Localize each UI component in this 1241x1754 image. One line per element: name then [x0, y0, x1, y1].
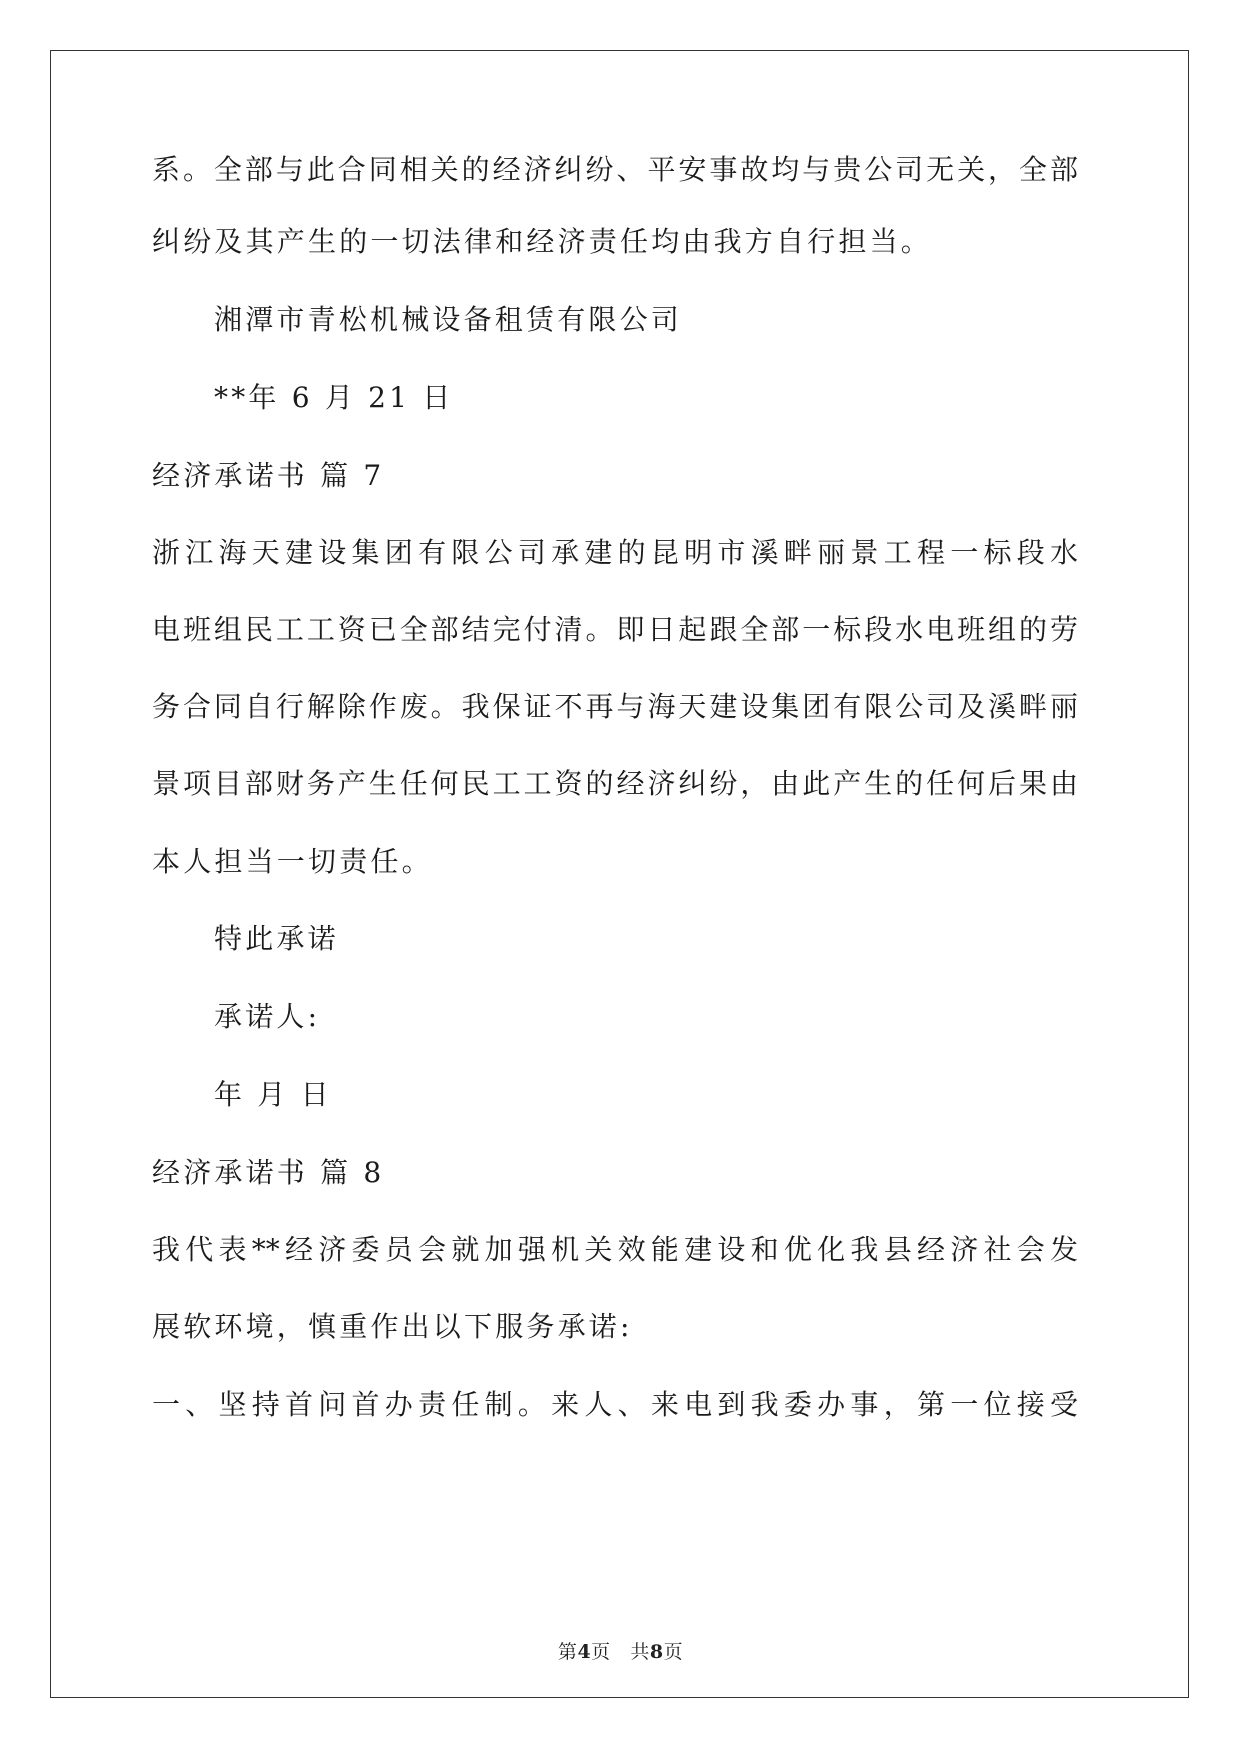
- page-footer: [0, 1639, 1241, 1665]
- paragraph-line: 景项目部财务产生任何民工工资的经济纠纷，由此产生的任何后果由: [152, 767, 1078, 800]
- section-heading: 经济承诺书 篇 8: [152, 1156, 385, 1189]
- paragraph-line: 展软环境，慎重作出以下服务承诺:: [152, 1310, 633, 1343]
- date-line: **年 6 月 21 日: [214, 381, 454, 414]
- paragraph-line: 浙江海天建设集团有限公司承建的昆明市溪畔丽景工程一标段水: [152, 536, 1078, 569]
- paragraph-line: 务合同自行解除作废。我保证不再与海天建设集团有限公司及溪畔丽: [152, 690, 1078, 723]
- closing-line: 特此承诺: [214, 922, 339, 955]
- paragraph-line: 系。全部与此合同相关的经济纠纷、平安事故均与贵公司无关，全部: [152, 153, 1078, 186]
- company-signature-line: 湘潭市青松机械设备租赁有限公司: [214, 303, 683, 336]
- footer-page-prefix: 第: [557, 1641, 578, 1663]
- paragraph-line: 我代表**经济委员会就加强机关效能建设和优化我县经济社会发: [152, 1233, 1078, 1266]
- paragraph-line: 电班组民工工资已全部结完付清。即日起跟全部一标段水电班组的劳: [152, 613, 1078, 646]
- paragraph-line: 纠纷及其产生的一切法律和经济责任均由我方自行担当。: [152, 225, 933, 258]
- section-heading: 经济承诺书 篇 7: [152, 459, 385, 492]
- footer-total-prefix: 共: [630, 1641, 650, 1663]
- signatory-line: 承诺人:: [214, 1000, 321, 1033]
- current-page-number: 4: [577, 1641, 592, 1663]
- footer-total-label: 页: [663, 1641, 684, 1663]
- footer-page-label: 页: [591, 1641, 611, 1663]
- paragraph-line: 一、坚持首问首办责任制。来人、来电到我委办事，第一位接受: [152, 1388, 1078, 1421]
- paragraph-line: 本人担当一切责任。: [152, 845, 433, 878]
- date-line: 年 月 日: [214, 1078, 332, 1111]
- total-page-count: 8: [649, 1641, 664, 1663]
